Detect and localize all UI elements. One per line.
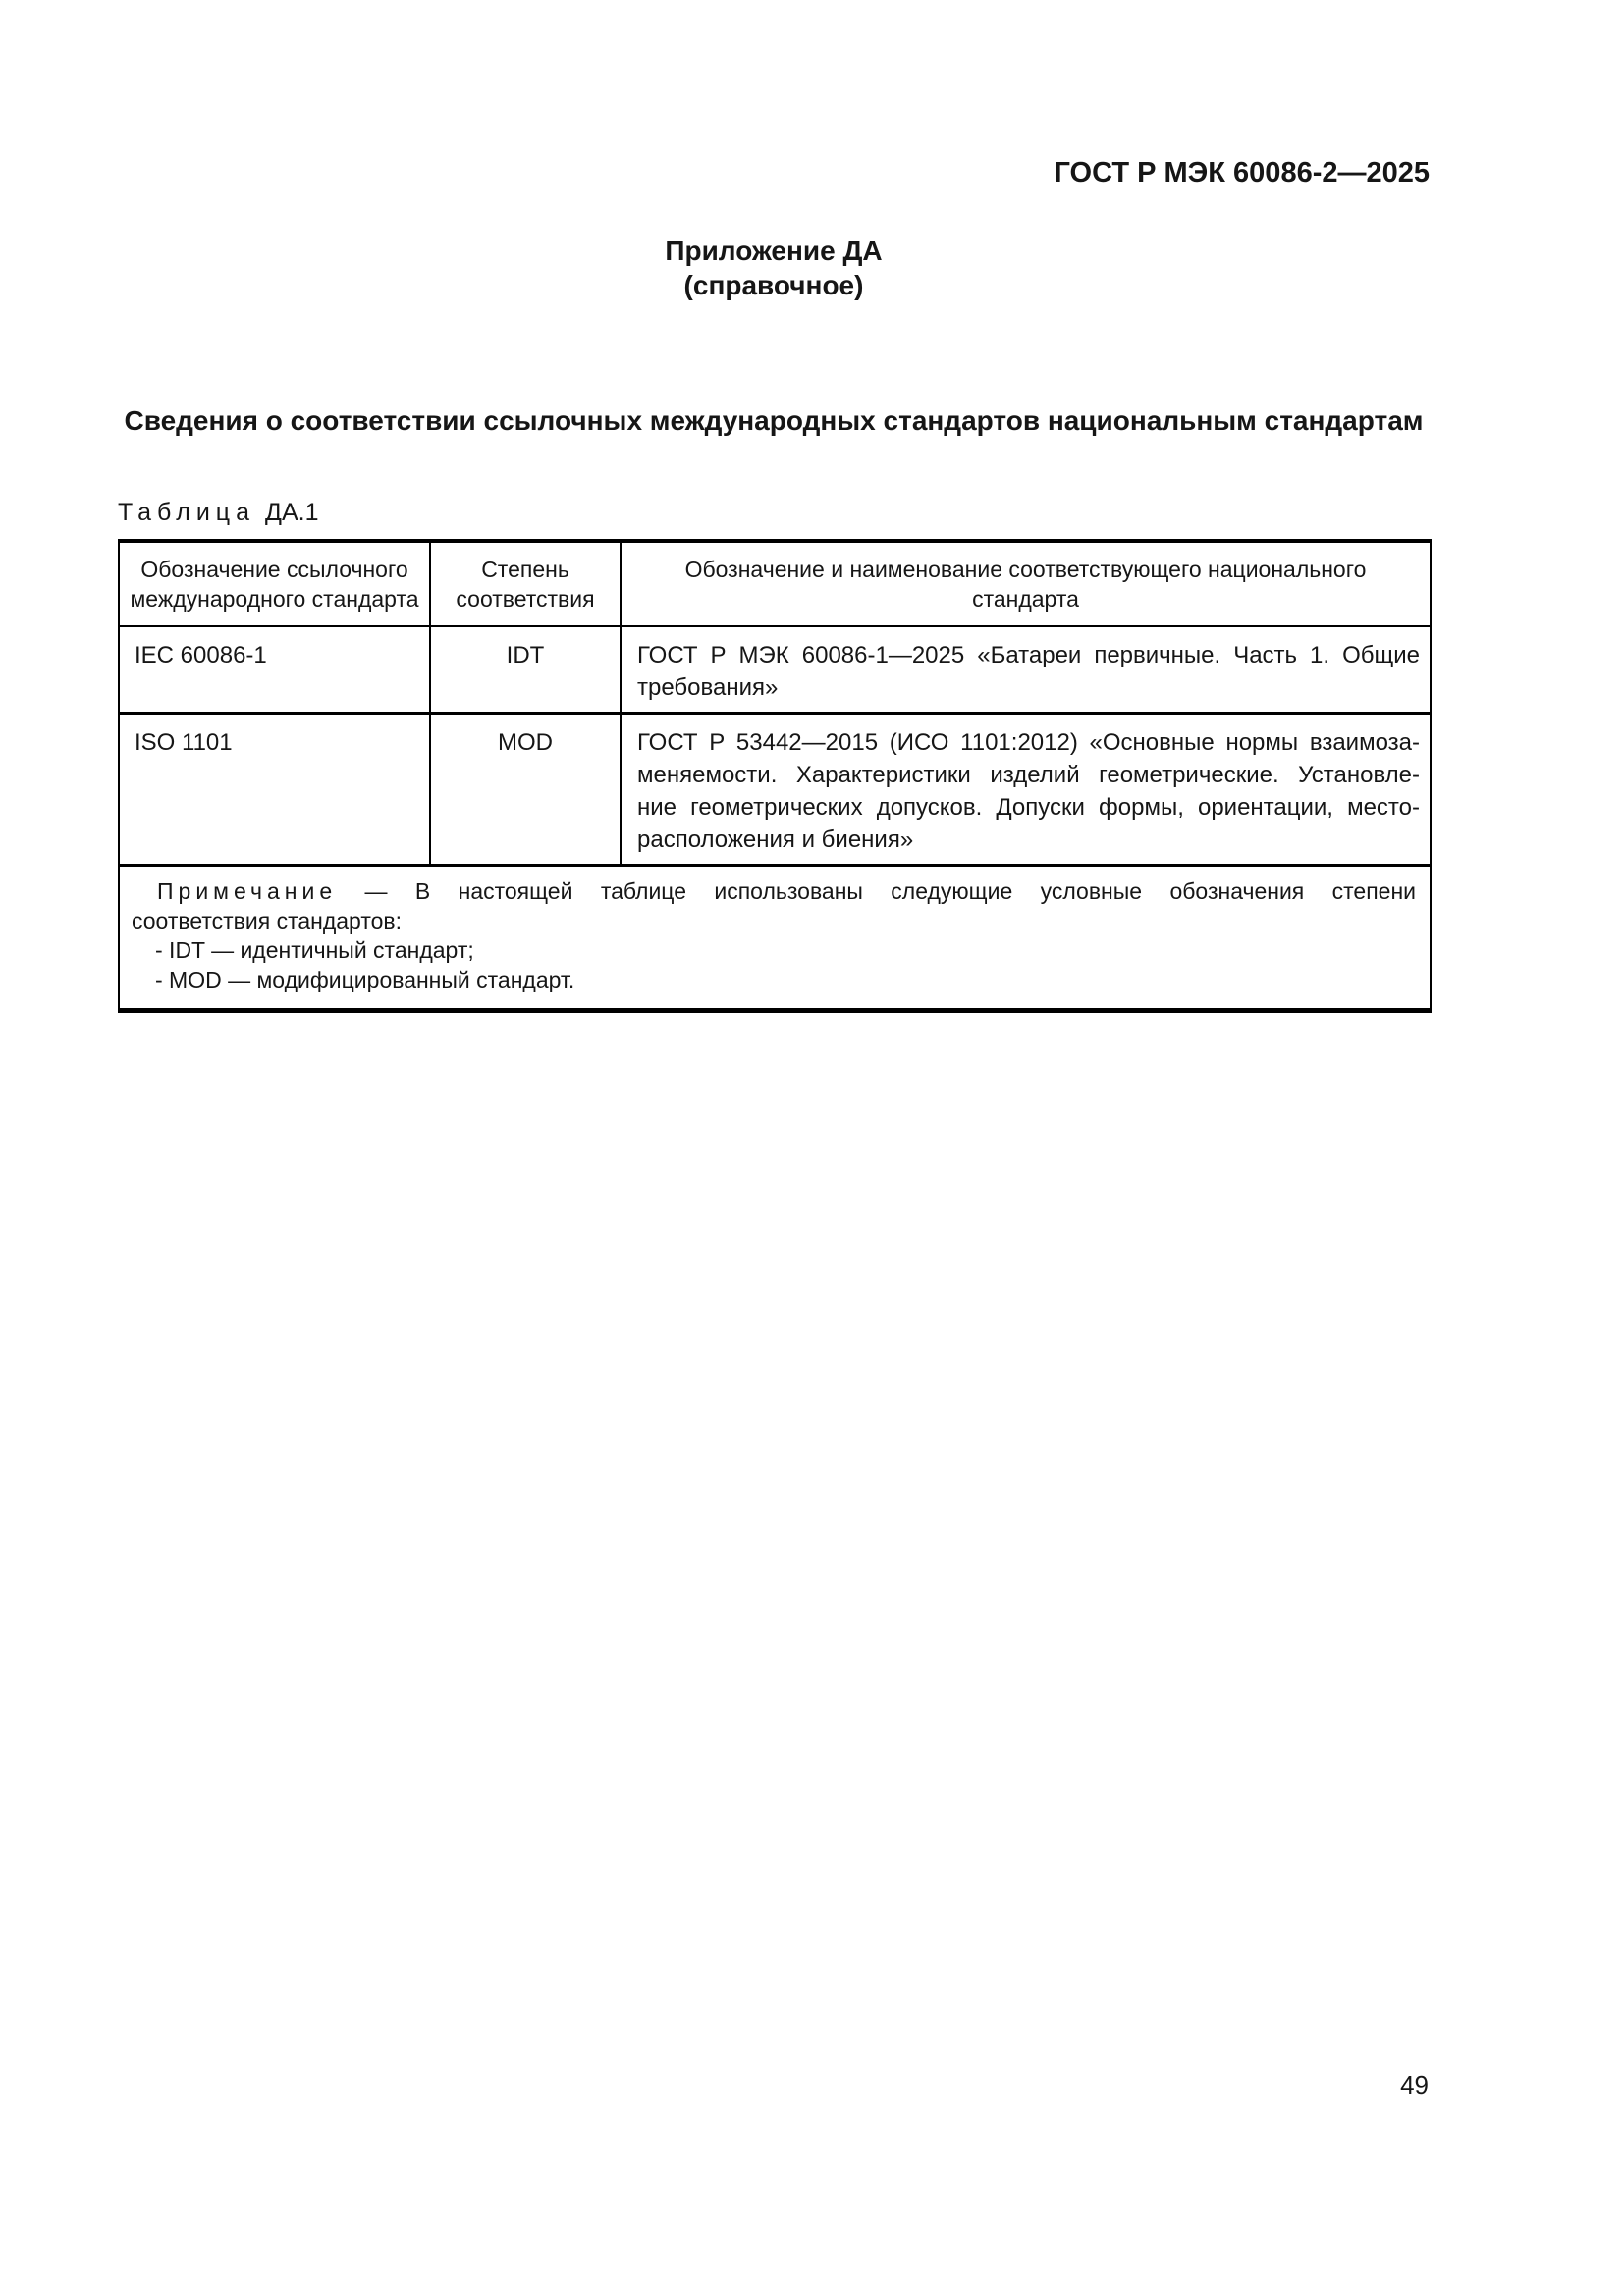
note-line bbox=[132, 877, 1416, 906]
note-list-item-idt: - IDT — идентичный стандарт; bbox=[155, 937, 474, 963]
table-caption-word: Таблица bbox=[118, 499, 256, 526]
annex-block bbox=[118, 234, 1430, 302]
cell-national-standard bbox=[621, 714, 1431, 866]
table-note-row bbox=[119, 866, 1431, 1011]
cell-national-standard bbox=[621, 626, 1431, 714]
table-note bbox=[119, 866, 1431, 1011]
cell-text-line: ГОСТ Р МЭК 60086-1—2025 «Батареи первичные. Часть 1. Общие bbox=[637, 642, 1420, 668]
cell-text-line: меняемости. Характеристики изделий геометрические. Установле- bbox=[637, 762, 1420, 788]
annex-title: Приложение ДА bbox=[665, 236, 883, 266]
table-caption-number: ДА.1 bbox=[265, 499, 319, 526]
cell-reference-standard: IEC 60086-1 bbox=[119, 626, 430, 714]
cell-text-line: ГОСТ Р 53442—2015 (ИСО 1101:2012) «Основные нормы взаимоза- bbox=[637, 729, 1420, 756]
cell-text-line: расположения и биения» bbox=[637, 827, 914, 853]
cell-text-line: ние геометрических допусков. Допуски формы, ориентации, место- bbox=[637, 794, 1420, 821]
column-header-reference-standard: Обозначение ссылочного международного стандарта bbox=[119, 541, 430, 626]
cell-text-line: требования» bbox=[637, 674, 779, 701]
table-row bbox=[119, 626, 1431, 714]
page-content bbox=[118, 0, 1430, 1013]
annex-subtitle: (справочное) bbox=[683, 270, 864, 300]
cell-degree: MOD bbox=[430, 714, 621, 866]
cell-degree: IDT bbox=[430, 626, 621, 714]
cell-reference-standard: ISO 1101 bbox=[119, 714, 430, 866]
table-caption bbox=[118, 499, 1430, 526]
table-header-row bbox=[119, 541, 1431, 626]
note-list-item-mod: - MOD — модифицированный стандарт. bbox=[155, 967, 575, 992]
note-label: Примечание bbox=[157, 879, 338, 904]
note-line: соответствия стандартов: bbox=[132, 908, 403, 934]
table-header bbox=[119, 541, 1431, 626]
page-title: Сведения о соответствии ссылочных международных стандартов национальным стандартам bbox=[124, 405, 1424, 436]
note-label-rest: — В настоящей таблице использованы следующие условные обозначения степени bbox=[364, 879, 1417, 904]
column-header-degree: Степень соответствия bbox=[430, 541, 621, 626]
correspondence-table bbox=[118, 539, 1432, 1013]
table-row bbox=[119, 714, 1431, 866]
column-header-national-standard: Обозначение и наименование соответствующего национального стандарта bbox=[621, 541, 1431, 626]
page-number: 49 bbox=[1400, 2070, 1429, 2100]
standard-designation-header: ГОСТ Р МЭК 60086-2—2025 bbox=[1054, 157, 1430, 188]
